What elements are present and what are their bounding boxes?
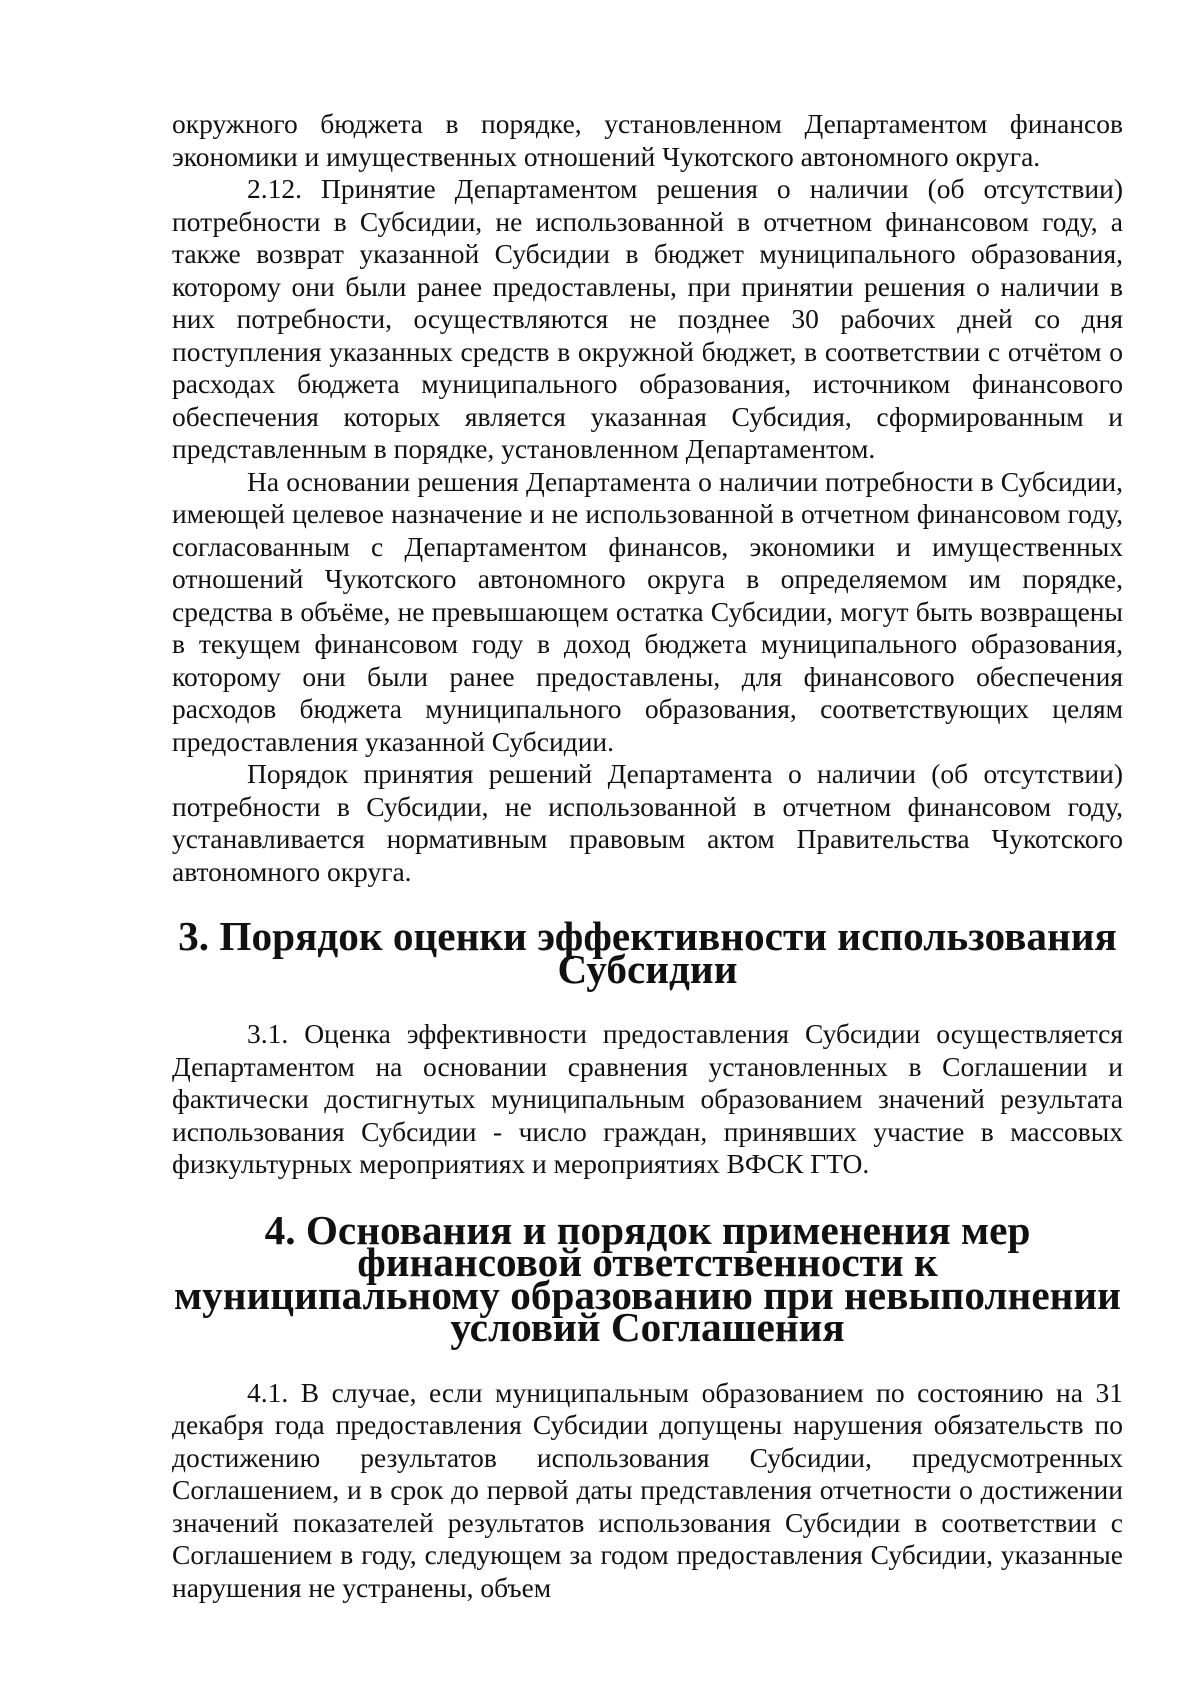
section-3-heading: 3. Порядок оценки эффективности использования Субсидии (178, 913, 1117, 992)
paragraph-3-1: 3.1. Оценка эффективности предоставления Субсидии осуществляется Департаментом на основании сравнения установленных в Соглашении и фактически достигнутых муниципальным образованием значений результата использования Субсидии - число граждан, принявших участие в массовых физкультурных мероприятиях и мероприятиях ВФСК ГТО. (172, 1018, 1123, 1179)
document-page (172, 108, 1123, 1604)
paragraph-budget-procedure: окружного бюджета в порядке, установленном Департаментом финансов экономики и имущественных отношений Чукотского автономного округа. (172, 108, 1123, 172)
paragraph-4-1: 4.1. В случае, если муниципальным образованием по состоянию на 31 декабря года предоставления Субсидии допущены нарушения обязательств по достижению результатов использования Субсидии, предусмотренных Соглашением, и в срок до первой даты представления отчетности о достижении значений показателей результатов использования Субсидии в соответствии с Соглашением в году, следующем за годом предоставления Субсидии, указанные нарушения не устранены, объем (172, 1376, 1123, 1603)
section-4-heading (172, 1206, 1123, 1350)
paragraph-2-12: 2.12. Принятие Департаментом решения о наличии (об отсутствии) потребности в Субсидии, не использованной в отчетном финансовом году, а также возврат указанной Субсидии в бюджет муниципального образования, которому они были ранее предоставлены, при принятии решения о наличии в них потребности, осуществляются не позднее 30 рабочих дней со дня поступления указанных средств в окружной бюджет, в соответствии с отчётом о расходах бюджета муниципального образования, источником финансового обеспечения которых является указанная Субсидия, сформированным и представленным в порядке, установленном Департаментом. (172, 173, 1123, 464)
paragraph-decision-procedure: Порядок принятия решений Департамента о наличии (об отсутствии) потребности в Субсидии, не использованной в отчетном финансовом году, устанавливается нормативным правовым актом Правительства Чукотского автономного округа. (172, 758, 1123, 887)
paragraph-department-decision: На основании решения Департамента о наличии потребности в Субсидии, имеющей целевое назначение и не использованной в отчетном финансовом году, согласованным с Департаментом финансов, экономики и имущественных отношений Чукотского автономного округа в определяемом им порядке, средства в объёме, не превышающем остатка Субсидии, могут быть возвращены в текущем финансовом году в доход бюджета муниципального образования, которому они были ранее предоставлены, для финансового обеспечения расходов бюджета муниципального образования, соответствующих целям предоставления указанной Субсидии. (172, 465, 1123, 757)
section-4-heading-line-1: 4. Основания и порядок применения мер финансовой ответственности к (264, 1206, 1031, 1285)
section-4-heading-line-2: муниципальному образованию при невыполнении условий Соглашения (174, 1271, 1121, 1350)
